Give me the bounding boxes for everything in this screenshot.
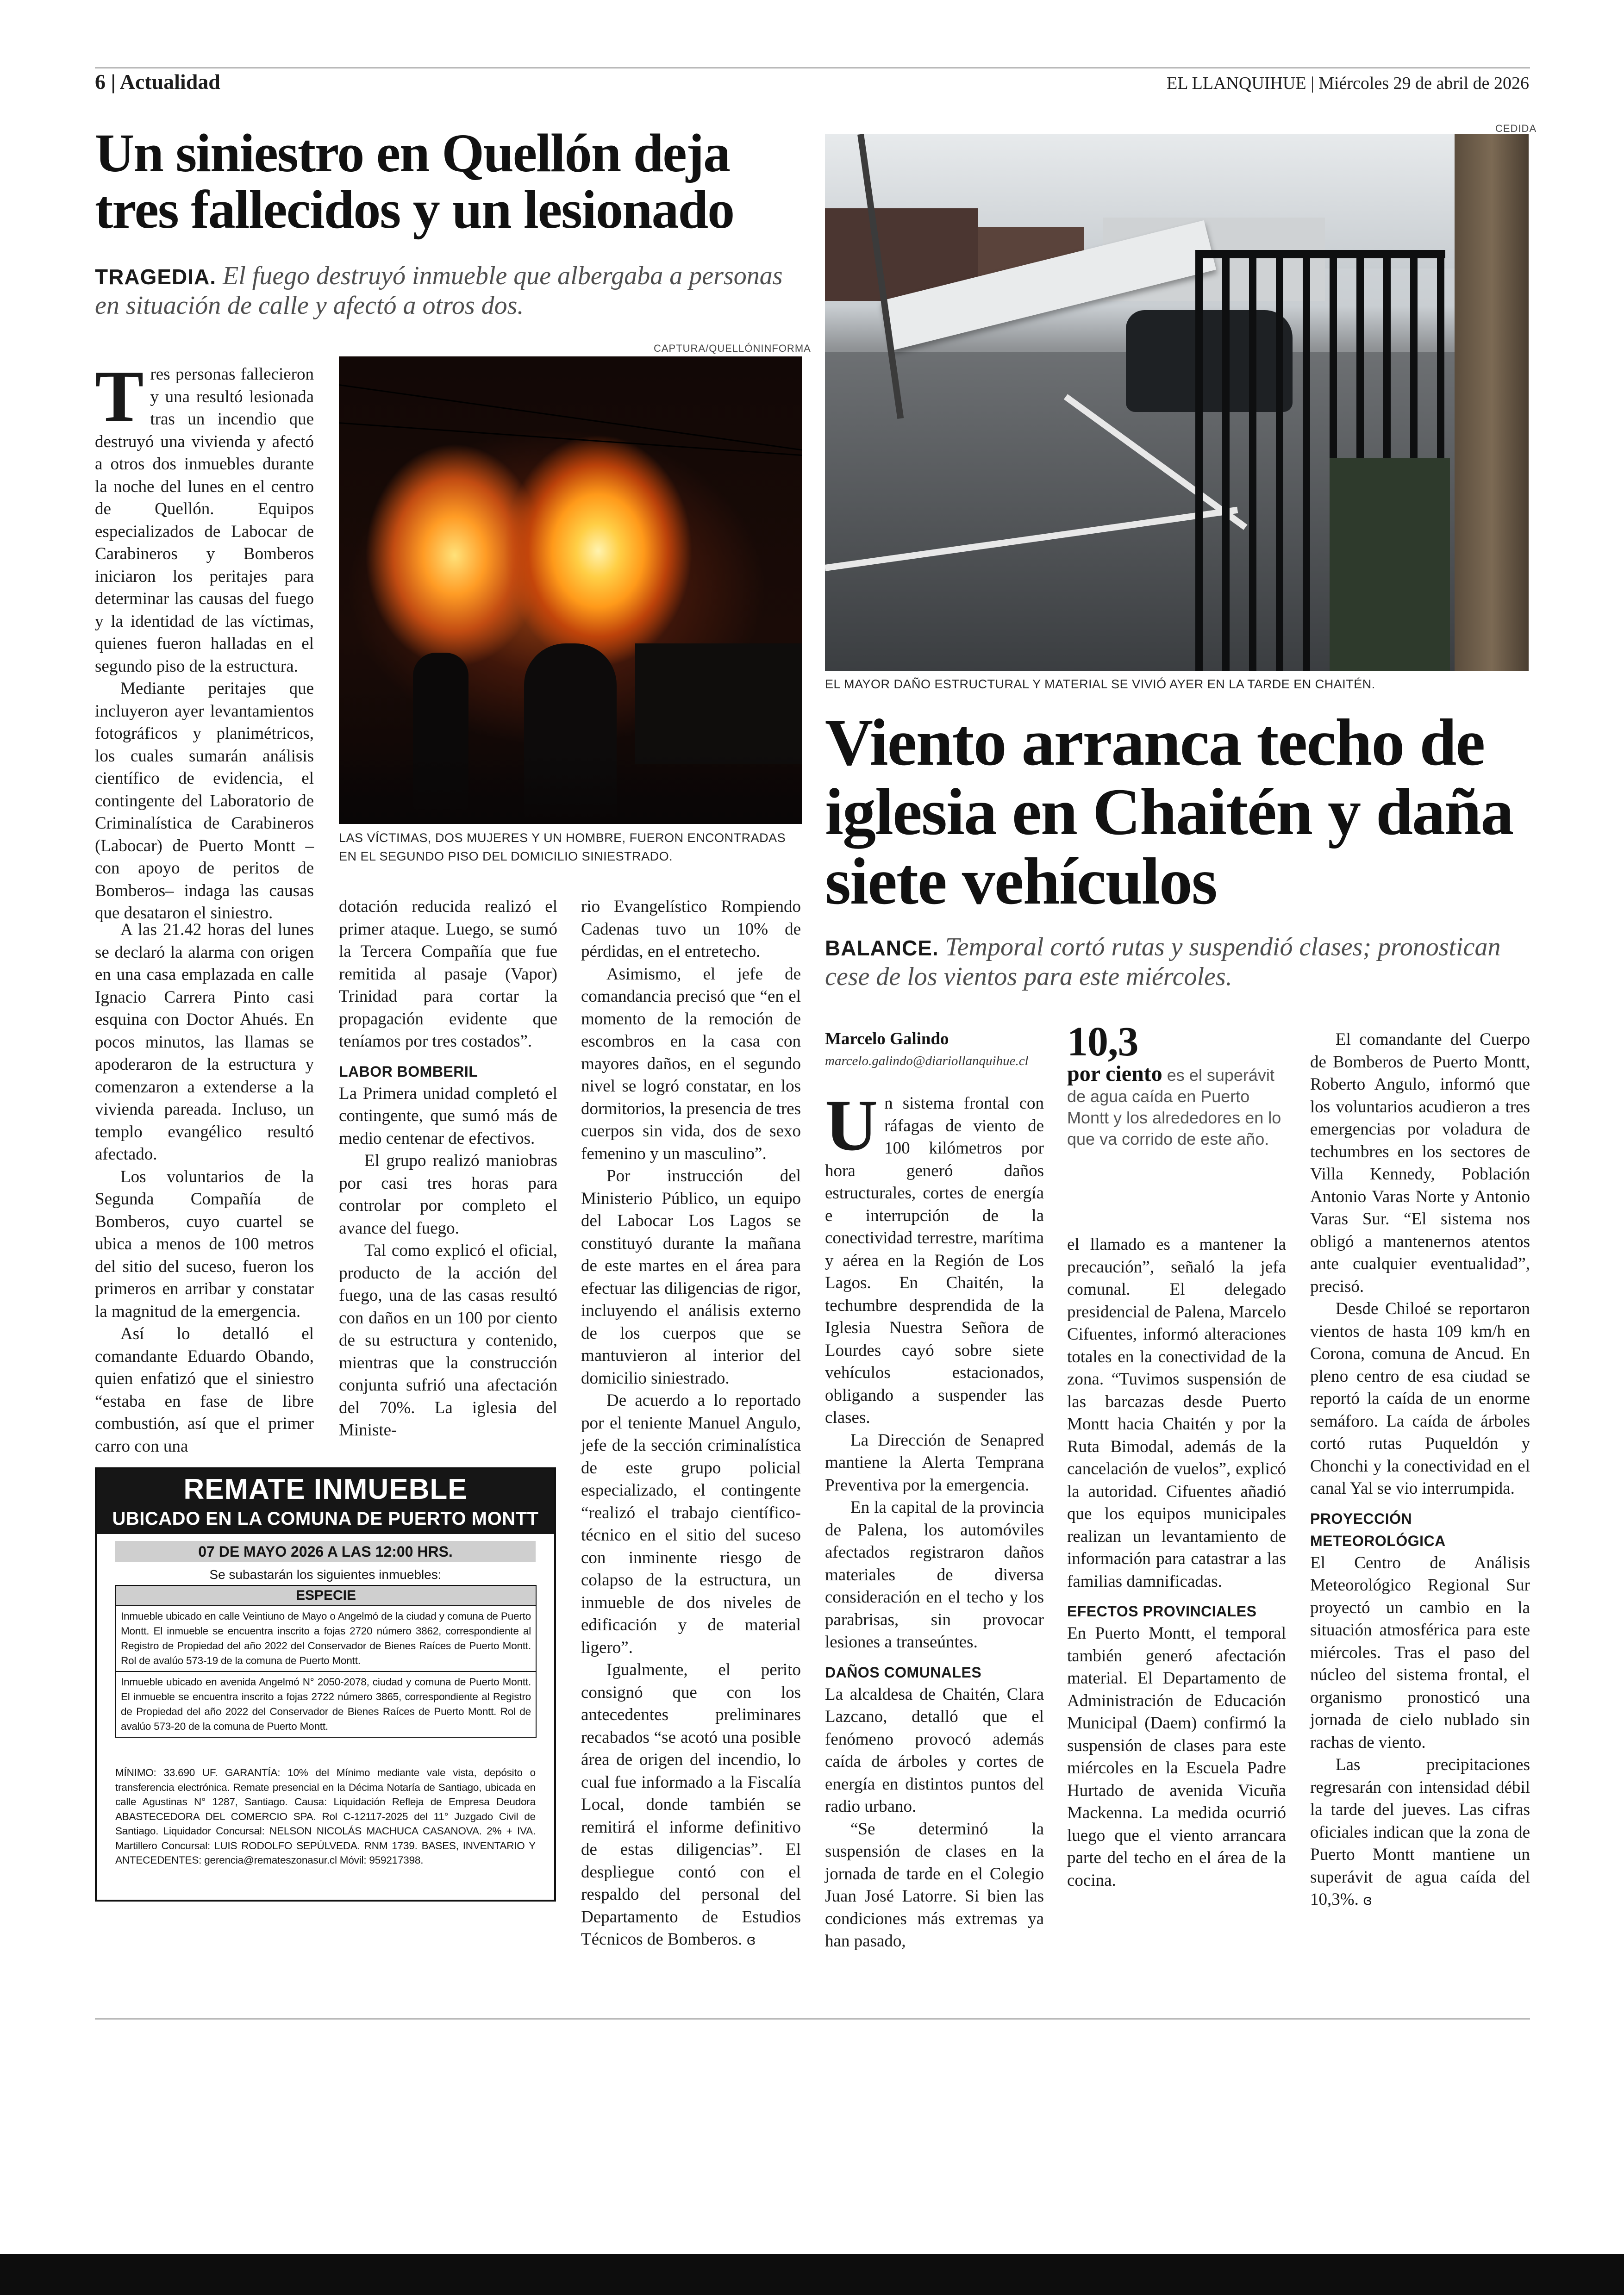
bottom-black-band: [0, 2254, 1624, 2295]
story1-col2-para: La Primera unidad completó el contingente, que sumó más de medio centenar de efectivos.: [339, 1084, 557, 1148]
remate-subtitle: UBICADO EN LA COMUNA DE PUERTO MONTT: [112, 1509, 539, 1529]
end-mark-icon: ɞ: [1363, 1892, 1372, 1908]
story1-col1-para: Así lo detalló el comandante Eduardo Obando, quien enfatizó que el siniestro “estaba en fase de libre combustión, así que el primer carro con una: [95, 1324, 314, 1456]
story2-subhead-proyeccion: PROYECCIÓN METEOROLÓGICA: [1310, 1510, 1446, 1549]
remate-date: 07 DE MAYO 2026 A LAS 12:00 HRS.: [115, 1541, 536, 1562]
story2-deck-text: Temporal cortó rutas y suspendió clases; pronostican cese de los vientos para este miércoles.: [825, 933, 1501, 991]
section-name: Actualidad: [119, 70, 220, 94]
story1-column-2: [339, 896, 557, 1442]
page-folio: 6 | Actualidad: [95, 70, 220, 94]
hedge: [1330, 458, 1450, 671]
rain-stat-text: [1067, 1063, 1289, 1150]
story1-col3-para: Por instrucción del Ministerio Público, un equipo del Labocar Los Lagos se constituyó durante la mañana de este martes en el área para efectuar las diligencias de rigor, incluyendo el análisis externo de los cuerpos que se mantuvieron al interior del domicilio siniestrado.: [581, 1166, 801, 1388]
story2-col3-text: Las precipitaciones regresarán con intensidad débil la tarde del jueves. Las cifras oficiales indican que la zona de Puerto Montt mantiene un superávit de agua caída del 10,3%.: [1310, 1755, 1530, 1909]
header-rule: [95, 67, 1530, 69]
story1-deck-text: El fuego destruyó inmueble que albergaba a personas en situación de calle y afectó a otros dos.: [95, 262, 783, 320]
story1-photo-credit: CAPTURA/QUELLÓNINFORMA: [654, 343, 811, 354]
story2-author-email[interactable]: marcelo.galindo@diariollanquihue.cl: [825, 1054, 1029, 1068]
story1-col1-para: A las 21.42 horas del lunes se declaró la alarma con origen en una casa emplazada en calle Ignacio Carrera Pinto casi esquina con Doctor Ahués. En pocos minutos, las llamas se apoderaron de la estructura y comenzaron a extenderse a la vivienda pareada. Incluso, un templo evangélico resultó afectado.: [95, 920, 314, 1164]
story1-dropcap: T: [95, 356, 144, 437]
story2-kicker: BALANCE.: [825, 936, 939, 960]
newspaper-dateline: EL LLANQUIHUE | Miércoles 29 de abril de 2026: [1167, 74, 1529, 93]
remate-especie-table: [115, 1585, 537, 1738]
story2-col3-para: El comandante del Cuerpo de Bomberos de Puerto Montt, Roberto Angulo, informó que los voluntarios acudieron a tres emergencias por voladura de techumbres en los sectores de Villa Kennedy, Población Antonio Varas Norte y Antonio Varas Sur. “El sistema nos obligó a mantenernos atentos ante cualquier eventualidad”, precisó.: [1310, 1030, 1530, 1296]
story2-headline: Viento arranca techo de iglesia en Chaitén y daña siete vehículos: [825, 706, 1513, 918]
story1-headline: Un siniestro en Quellón deja tres fallecidos y un lesionado: [95, 123, 734, 240]
story2-col3-para: El Centro de Análisis Meteorológico Regional Sur proyectó un cambio en la situación atmosférica para este miércoles. Tras el paso del núcleo del sistema frontal, el organismo pronosticó una jornada de cielo nublado sin rachas de viento.: [1310, 1553, 1530, 1752]
story2-dropcap: U: [825, 1085, 878, 1166]
story2-subhead-efectos: EFECTOS PROVINCIALES: [1067, 1603, 1257, 1620]
rain-stat-unit: por ciento: [1067, 1061, 1162, 1086]
story2-col1-para: La Dirección de Senapred mantiene la Alerta Temprana Preventiva por la emergencia.: [825, 1430, 1044, 1495]
fence-rail: [1195, 250, 1445, 258]
page-number: 6: [95, 70, 106, 94]
story1-column-3: [581, 896, 801, 1952]
story2-col1-text: n sistema frontal con ráfagas de viento de 100 kilómetros por hora generó daños estructurales, cortes de energía e interrupción de la conectividad terrestre, marítima y aérea en la Región de Los Lagos. En Chaitén, la techumbre desprendida de la Iglesia Nuestra Señora de Lourdes cayó sobre siete vehículos estacionados, obligando a suspender las clases.: [825, 1094, 1044, 1427]
story1-col2-para: Tal como explicó el oficial, producto de la acción del fuego, una de las casas resultó con daños en un 100 por ciento de su estructura y contenido, mientras que la construcción conjunta sufrió una afectación del 70%. La iglesia del Ministe-: [339, 1241, 557, 1440]
story1-col3-text: Igualmente, el perito consignó que con los antecedentes preliminares recabados “se acotó una posible área de origen del incendio, lo cual fue informado a la Fiscalía Local, donde también se remitirá el informe definitivo de estas diligencias”. El despliegue contó con el respaldo del personal del Departamento de Estudios Técnicos de Bomberos.: [581, 1660, 801, 1949]
remate-intro: Se subastarán los siguientes inmuebles:: [209, 1567, 442, 1582]
story2-author: Marcelo Galindo: [825, 1029, 949, 1048]
newspaper-name: EL LLANQUIHUE: [1167, 74, 1306, 93]
story2-col3-para: [1310, 1754, 1530, 1912]
story2-deck: [825, 933, 1529, 991]
story2-col1-para: En la capital de la provincia de Palena, los automóviles afectados registraron daños materiales de diversa consideración en el techo y los parabrisas, sin provocar lesiones a transeúntes.: [825, 1498, 1044, 1652]
remate-title: REMATE INMUEBLE: [183, 1473, 468, 1505]
story1-col1-text: res personas fallecieron y una resultó lesionada tras un incendio que destruyó una vivienda y afectó a otros dos inmuebles durante la noche del lunes en el centro de Quellón. Equipos especializados de Labocar de Carabineros y Bomberos iniciaron los peritajes para determinar las causas del fuego y la identidad de las víctimas, quienes fueron halladas en el segundo piso de la estructura.: [95, 365, 314, 676]
burnt-structure: [635, 643, 802, 764]
rain-stat-desc: es el superávit de agua caída en Puerto Montt y los alrededores en lo que va corrido de este año.: [1067, 1066, 1281, 1148]
story1-col1-para: Mediante peritajes que incluyeron ayer levantamientos fotográficos y planimétricos, los cuales sumarán análisis científico de evidencia, el contingente del Laboratorio de Criminalística de Carabineros (Labocar) de Puerto Montt –con apoyo de peritos de Bomberos– indaga las causas que desataron el siniestro.: [95, 679, 314, 923]
story1-col3-para: rio Evangelístico Rompiendo Cadenas tuvo un 10% de pérdidas, en el entretecho.: [581, 897, 801, 961]
especie-header: ESPECIE: [116, 1586, 536, 1606]
church-roof-photo: [825, 134, 1529, 671]
story1-photo-caption: LAS VÍCTIMAS, DOS MUJERES Y UN HOMBRE, FUERON ENCONTRADAS EN EL SEGUNDO PISO DEL DOMICILIO SINIESTRADO.: [339, 831, 786, 863]
rain-stat-box: [1067, 1021, 1289, 1150]
story2-col1-para: La alcaldesa de Chaitén, Clara Lazcano, detalló que el fenómeno provocó además caída de árboles y cortes de energía en distintos puntos del radio urbano.: [825, 1684, 1044, 1816]
story1-col2-para: El grupo realizó maniobras por casi tres horas para controlar por completo el avance del fuego.: [339, 1151, 557, 1238]
story1-col3-para: [581, 1659, 801, 1952]
power-line: [339, 384, 802, 453]
issue-date: Miércoles 29 de abril de 2026: [1318, 74, 1529, 93]
story1-subhead-labor: LABOR BOMBERIL: [339, 1063, 478, 1080]
rain-stat-value: 10,3: [1067, 1019, 1138, 1065]
story1-col3-para: Asimismo, el jefe de comandancia precisó que “en el momento de la remoción de escombros en la casa con mayores daños, en el segundo nivel se logró constatar, en los dormitorios, la presencia de tres cuerpos sin vida, dos de sexo femenino y un masculino”.: [581, 964, 801, 1163]
remate-header: [97, 1469, 554, 1534]
utility-pole: [1455, 134, 1529, 671]
story2-col2-para: En Puerto Montt, el temporal también generó afectación material. El Departamento de Administración de Educación Municipal (Daem) confirmó la suspensión de clases para este miércoles en la Escuela Padre Hurtado de avenida Vicuña Mackenna. La medida ocurrió luego que el viento arrancara parte del techo en el área de la cocina.: [1067, 1624, 1286, 1890]
story2-col1-para: “Se determinó la suspensión de clases en la jornada de tarde en el Colegio Juan José Latorre. Si bien las condiciones más extremas ya han pasado,: [825, 1819, 1044, 1951]
story2-column-1: [825, 1085, 1044, 1953]
ground-shadow: [339, 755, 802, 824]
story2-column-2: [1067, 1234, 1286, 1892]
remate-notice: [95, 1467, 556, 1902]
footer-rule: [95, 2018, 1530, 2020]
story1-col1-para: [95, 356, 314, 678]
fire-photo: [339, 356, 802, 824]
story2-subhead-danos: DAÑOS COMUNALES: [825, 1664, 982, 1681]
story1-deck: [95, 262, 808, 320]
especie-item: Inmueble ubicado en avenida Angelmó N° 2050-2078, ciudad y comuna de Puerto Montt. El inmueble se encuentra inscrito a fojas 2722 número 3865, correspondiente al Registro de Propiedad del año 2022 del Conservador de Bienes Raíces de Puerto Montt. Rol de avalúo 573-20 de la comuna de Puerto Montt.: [116, 1671, 536, 1737]
story2-col1-para: [825, 1085, 1044, 1429]
story2-photo-credit: CEDIDA: [1495, 123, 1537, 134]
story1-col1-para: Los voluntarios de la Segunda Compañía de Bomberos, cuyo cuartel se ubica a menos de 100 metros del sitio del suceso, fueron los primeros en arribar y constatar la magnitud de la emergencia.: [95, 1167, 314, 1321]
story1-kicker: TRAGEDIA.: [95, 265, 216, 289]
story2-column-3: [1310, 1029, 1530, 1912]
end-mark-icon: ɞ: [746, 1932, 756, 1948]
remate-footer: MÍNIMO: 33.690 UF. GARANTÍA: 10% del Mínimo mediante vale vista, depósito o transferencia electrónica. Remate presencial en la Décima Notaría de Santiago, ubicada en calle Agustinas N° 1287, Santiago. Causa: Liquidación Refleja de Empresa Deudora ABASTECEDORA DEL COMERCIO SPA. Rol C-12117-2025 del 11° Juzgado Civil de Santiago. Liquidador Concursal: NELSON NICOLÁS MACHUCA CASANOVA. 2% + IVA. Martillero Concursal: LUIS RODOLFO SEPÚLVEDA. RNM 1739. BASES, INVENTARIO Y ANTECEDENTES: gerencia@remateszonasur.cl Móvil: 959217398.: [115, 1767, 536, 1866]
story1-column-1-cont: [95, 919, 314, 1458]
especie-item: Inmueble ubicado en calle Veintiuno de Mayo o Angelmó de la ciudad y comuna de Puerto Montt. El inmueble se encuentra inscrito a fojas 2720 número 3862, correspondiente al Registro de Propiedad del año 2022 del Conservador de Bienes Raíces de Puerto Montt. Rol de avalúo 573-19 de la comuna de Puerto Montt.: [121, 1610, 531, 1666]
story1-col3-para: De acuerdo a lo reportado por el teniente Manuel Angulo, jefe de la sección criminalística de este grupo policial especializado, el contingente “realizó el trabajo científico-técnico en el sitio del suceso con inminente riesgo de colapso de la estructura, un inmueble de dos niveles de edificación y de material ligero”.: [581, 1391, 801, 1657]
story2-photo-caption: EL MAYOR DAÑO ESTRUCTURAL Y MATERIAL SE VIVIÓ AYER EN LA TARDE EN CHAITÉN.: [825, 677, 1375, 691]
story1-col2-para: dotación reducida realizó el primer ataque. Luego, se sumó la Tercera Compañía que fue remitida al pasaje (Vapor) Trinidad para cortar la propagación evidente que teníamos por tres costados”.: [339, 897, 557, 1051]
story1-column-1: [95, 356, 314, 925]
story2-col3-para: Desde Chiloé se reportaron vientos de hasta 109 km/h en Corona, comuna de Ancud. En pleno centro de esa ciudad se reportó la caída de un enorme semáforo. La caída de árboles cortó rutas Puqueldón y Chonchi y la conectividad en el canal Yal se vio interrumpida.: [1310, 1299, 1530, 1498]
story2-col2-para: el llamado es a mantener la precaución”, señaló la jefa comunal. El delegado presidencial de Palena, Marcelo Cifuentes, informó alteraciones totales en la conectividad de la zona. “Tuvimos suspensión de las barcazas desde Puerto Montt hacia Chaitén y por la Ruta Bimodal, además de la cancelación de vuelos”, explicó la autoridad. Cifuentes añadió que los equipos municipales realizan un levantamiento de información para catastrar a las familias damnificadas.: [1067, 1235, 1286, 1591]
